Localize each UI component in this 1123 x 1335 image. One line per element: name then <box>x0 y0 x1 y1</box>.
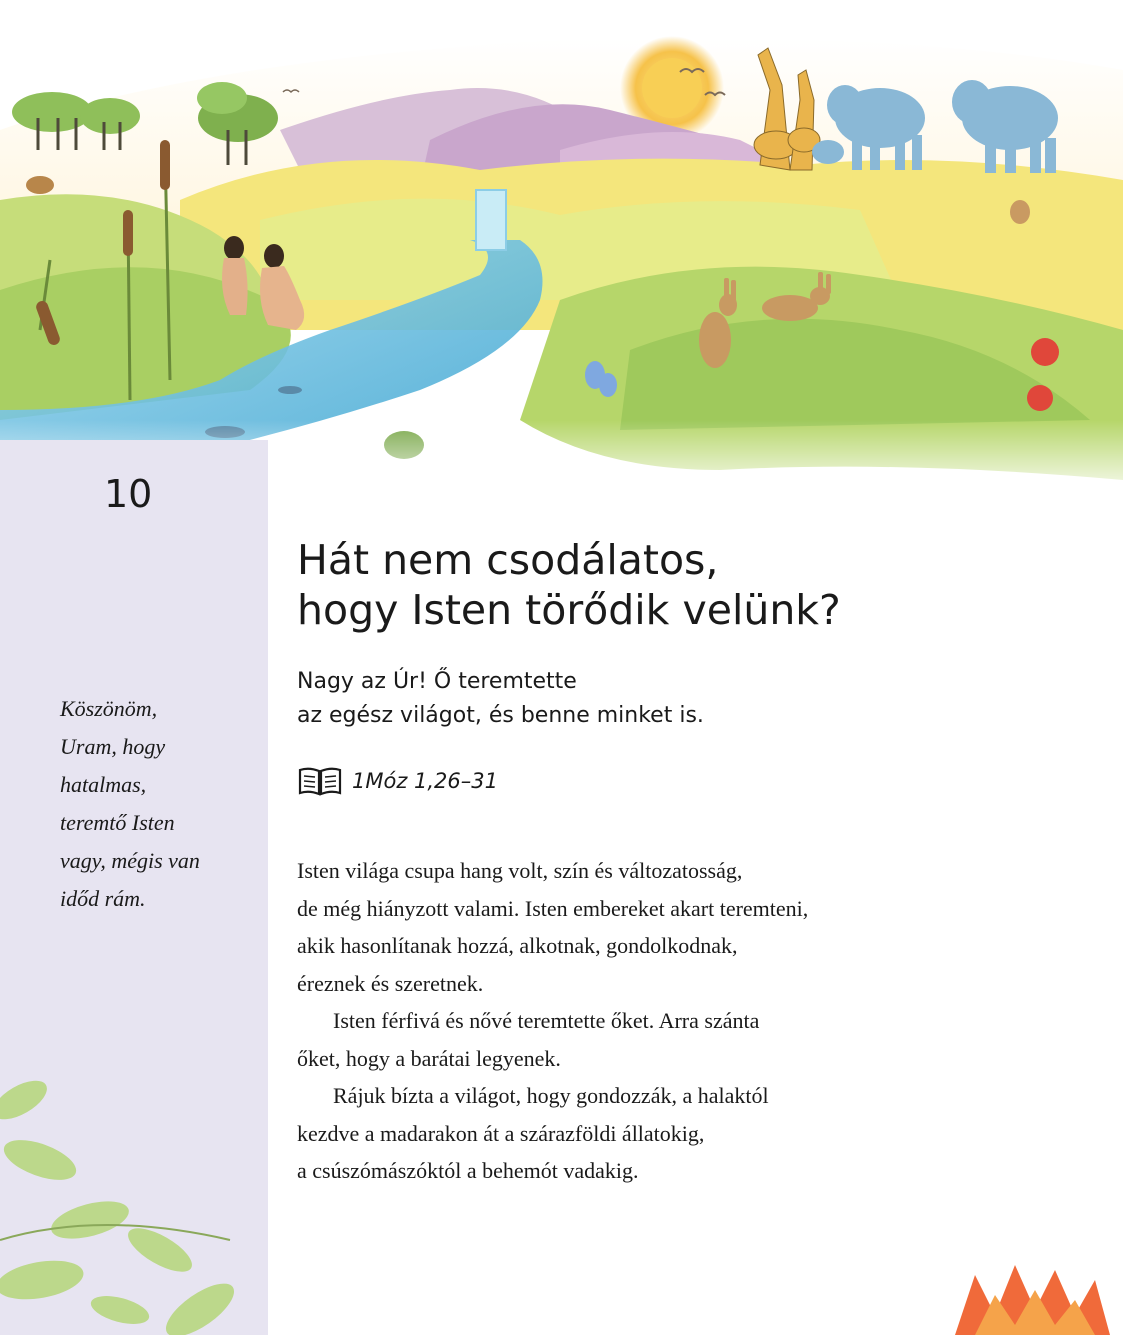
title-line: hogy Isten törődik velünk? <box>297 586 841 634</box>
leaf-decoration <box>0 1040 268 1335</box>
prayer-line: teremtő Isten <box>60 810 175 835</box>
open-book-icon <box>298 766 342 796</box>
bible-reference <box>298 764 498 798</box>
body-line: kezdve a madarakon át a szárazföldi állatokig, <box>297 1120 705 1146</box>
reference-text: 1Móz 1,26–31 <box>352 769 499 793</box>
prayer-line: Uram, hogy <box>60 734 166 759</box>
body-line: Isten férfivá és nővé teremtette őket. Arra szánta <box>333 1008 760 1033</box>
bird-icon <box>26 176 54 194</box>
title-line: Hát nem csodálatos, <box>297 536 719 584</box>
page-title <box>297 535 841 635</box>
page-number: 10 <box>104 472 153 516</box>
prayer-text <box>60 690 250 918</box>
body-line: de még hiányzott valami. Isten embereket akart teremteni, <box>297 895 809 921</box>
body-line: őket, hogy a barátai legyenek. <box>297 1045 561 1071</box>
prayer-line: időd rám. <box>60 886 146 911</box>
mouse-icon <box>1010 200 1030 224</box>
subtitle-line: Nagy az Úr! Ő teremtette <box>297 669 577 694</box>
prayer-line: vagy, mégis van <box>60 848 200 873</box>
page-subtitle <box>297 665 704 733</box>
body-text <box>297 852 997 1190</box>
body-line: a csúszómászóktól a behemót vadakig. <box>297 1158 639 1183</box>
subtitle-line: az egész világot, és benne minket is. <box>297 703 704 728</box>
body-line: Isten világa csupa hang volt, szín és változatosság, <box>297 858 743 883</box>
body-line: akik hasonlítanak hozzá, alkotnak, gondolkodnak, <box>297 933 738 958</box>
prayer-line: hatalmas, <box>60 772 147 797</box>
creation-illustration <box>0 0 1123 500</box>
body-line: Rájuk bízta a világot, hogy gondozzák, a halaktól <box>333 1083 769 1108</box>
flower-decoration <box>935 1255 1123 1335</box>
prayer-line: Köszönöm, <box>60 696 158 721</box>
body-line: éreznek és szeretnek. <box>297 970 484 996</box>
